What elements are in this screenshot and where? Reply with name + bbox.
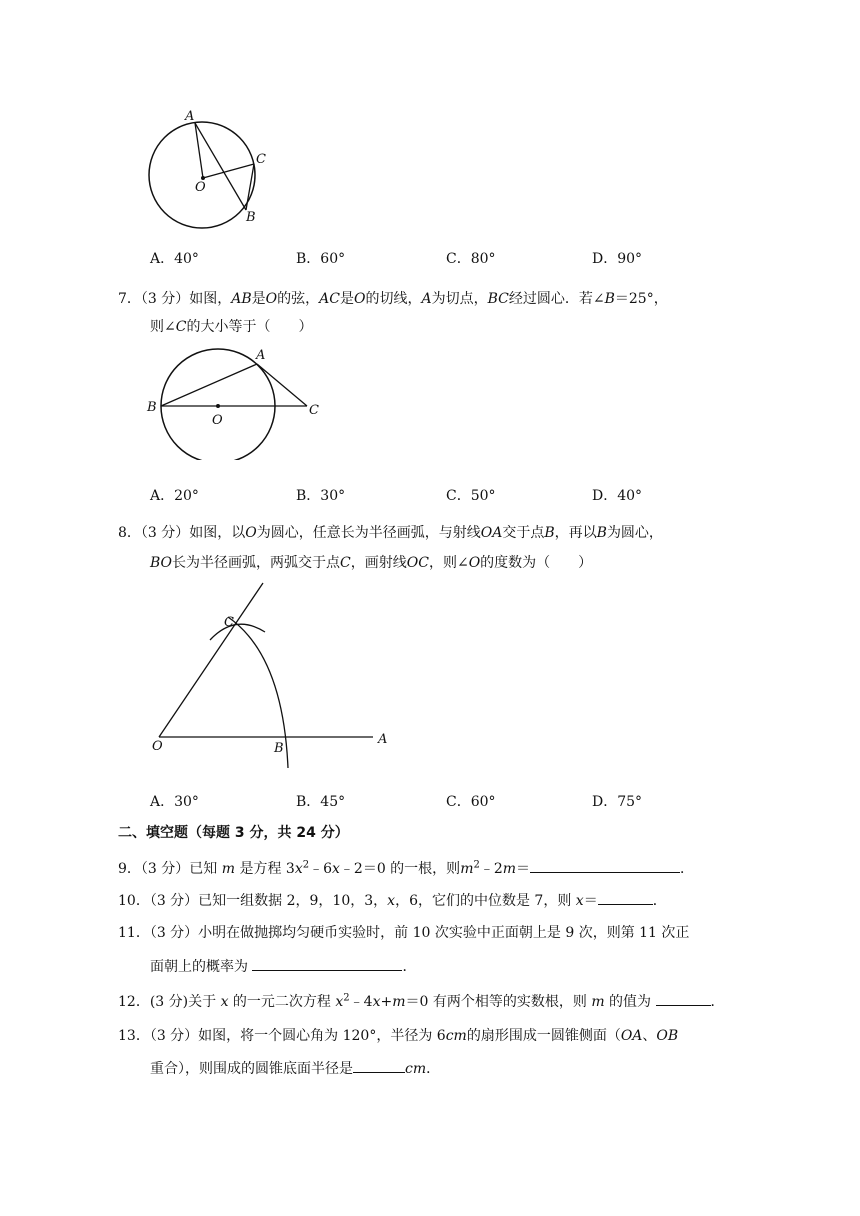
q6-choice-d: D．90° [592,251,643,267]
label-b: B [274,741,284,756]
q7-choice-a: A．20° [150,488,199,504]
q8-construction-figure [140,580,400,775]
q13-line1: 13．（3 分）如图，将一个圆心角为 120°，半径为 6cm的扇形围成一圆锥侧面（OA、OB [118,1028,679,1044]
answer-blank[interactable] [252,956,402,971]
section-heading: 二、填空题（每题 3 分，共 24 分） [118,825,349,841]
label-o: O [212,413,223,428]
answer-blank[interactable] [656,991,711,1006]
q7-line2: 则∠C的大小等于（ ） [150,319,313,335]
answer-blank[interactable] [353,1058,405,1073]
label-a: A [256,348,266,363]
q8-choice-c: C．60° [446,794,496,810]
q6-choice-b: B．60° [296,251,346,267]
q13-line2: 重合），则围成的圆锥底面半径是 cm． [150,1058,440,1078]
q7-choice-b: B．30° [296,488,346,504]
label-c: C [256,152,266,167]
q8-line2: BO长为半径画弧，两弧交于点C，画射线OC，则∠O的度数为（ ） [150,555,593,571]
q6-choice-c: C．80° [446,251,496,267]
label-a: A [185,109,195,124]
q8-choice-a: A．30° [150,794,199,810]
label-o: O [195,180,206,195]
label-b: B [246,210,256,225]
q8-line1: 8．（3 分）如图，以O为圆心，任意长为半径画弧，与射线OA交于点B，再以B为圆心， [118,525,663,541]
q7-tangent-figure [140,340,340,460]
q9: 9．（3 分）已知 m 是方程 $3x^2﹣6x﹣2=0$ 的一根，则$m^2﹣2m=$ ． [118,859,695,877]
q6-circle-figure [140,104,280,234]
label-o: O [152,739,163,754]
q8-choice-d: D．75° [592,794,643,810]
label-c: C [224,615,234,630]
label-b: B [147,400,157,415]
q10: 10．（3 分）已知一组数据 2，9，10，3，x，6，它们的中位数是 7，则 x＝ ． [118,890,667,910]
q7-choice-c: C．50° [446,488,496,504]
label-a: A [378,732,388,747]
answer-blank[interactable] [598,890,653,905]
answer-blank[interactable] [530,858,680,873]
q11-line2: 面朝上的概率为 ． [150,956,416,976]
q12: 12．(3 分)关于 x 的一元二次方程 $x^2﹣4x+m=0$ 有两个相等的实数根，则 m 的值为 ． [118,992,725,1010]
q8-choice-b: B．45° [296,794,346,810]
q11-line1: 11．（3 分）小明在做抛掷均匀硬币实验时，前 10 次实验中正面朝上是 9 次，则第 11 次正 [118,925,690,941]
label-c: C [309,403,319,418]
q7-choice-d: D．40° [592,488,643,504]
q7-line1: 7．（3 分）如图，AB是O的弦，AC是O的切线，A为切点，BC经过圆心．若∠B＝25°， [118,291,668,307]
q6-choice-a: A．40° [150,251,199,267]
